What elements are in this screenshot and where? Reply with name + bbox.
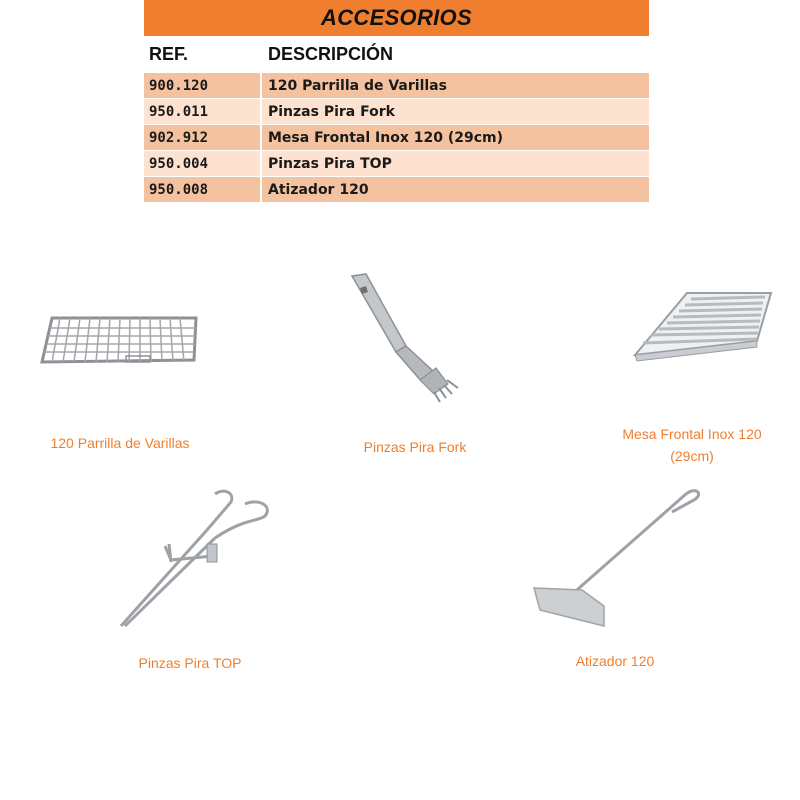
product-caption-line1: Mesa Frontal Inox 120 bbox=[622, 426, 762, 442]
product-poker bbox=[520, 484, 710, 672]
grill-grate-icon bbox=[30, 300, 210, 380]
fork-tongs-icon bbox=[330, 268, 500, 408]
product-grill-grate bbox=[20, 300, 220, 454]
table-row bbox=[144, 176, 649, 202]
row-ref: 902.912 bbox=[149, 129, 209, 146]
product-top-tongs bbox=[90, 486, 290, 674]
row-description: Pinzas Pira TOP bbox=[268, 155, 392, 172]
front-table-icon bbox=[607, 285, 777, 385]
table-row bbox=[144, 150, 649, 176]
top-tongs-icon bbox=[95, 486, 285, 636]
header-description: DESCRIPCIÓN bbox=[268, 43, 394, 64]
row-ref: 900.120 bbox=[149, 77, 209, 94]
row-description: Pinzas Pira Fork bbox=[268, 103, 395, 120]
product-caption: Pinzas Pira TOP bbox=[138, 655, 242, 671]
row-ref: 950.008 bbox=[149, 181, 209, 198]
accessories-table bbox=[144, 0, 649, 202]
product-caption: Pinzas Pira Fork bbox=[363, 439, 467, 455]
product-caption: Atizador 120 bbox=[575, 653, 655, 669]
poker-icon bbox=[520, 484, 710, 634]
row-description: Atizador 120 bbox=[268, 181, 369, 198]
product-fork-tongs bbox=[320, 268, 510, 458]
row-description: 120 Parrilla de Varillas bbox=[268, 77, 447, 94]
table-title: ACCESORIOS bbox=[321, 5, 472, 30]
table-row bbox=[144, 124, 649, 150]
product-caption: 120 Parrilla de Varillas bbox=[50, 435, 190, 451]
table-title-bar bbox=[144, 0, 649, 36]
table-row bbox=[144, 98, 649, 124]
row-description: Mesa Frontal Inox 120 (29cm) bbox=[268, 129, 504, 146]
table-header-row bbox=[144, 36, 649, 72]
product-front-table bbox=[592, 285, 792, 467]
table-row bbox=[144, 72, 649, 98]
header-ref: REF. bbox=[149, 43, 189, 64]
product-caption-line2: (29cm) bbox=[670, 448, 714, 464]
row-ref: 950.011 bbox=[149, 103, 209, 120]
row-ref: 950.004 bbox=[149, 155, 209, 172]
